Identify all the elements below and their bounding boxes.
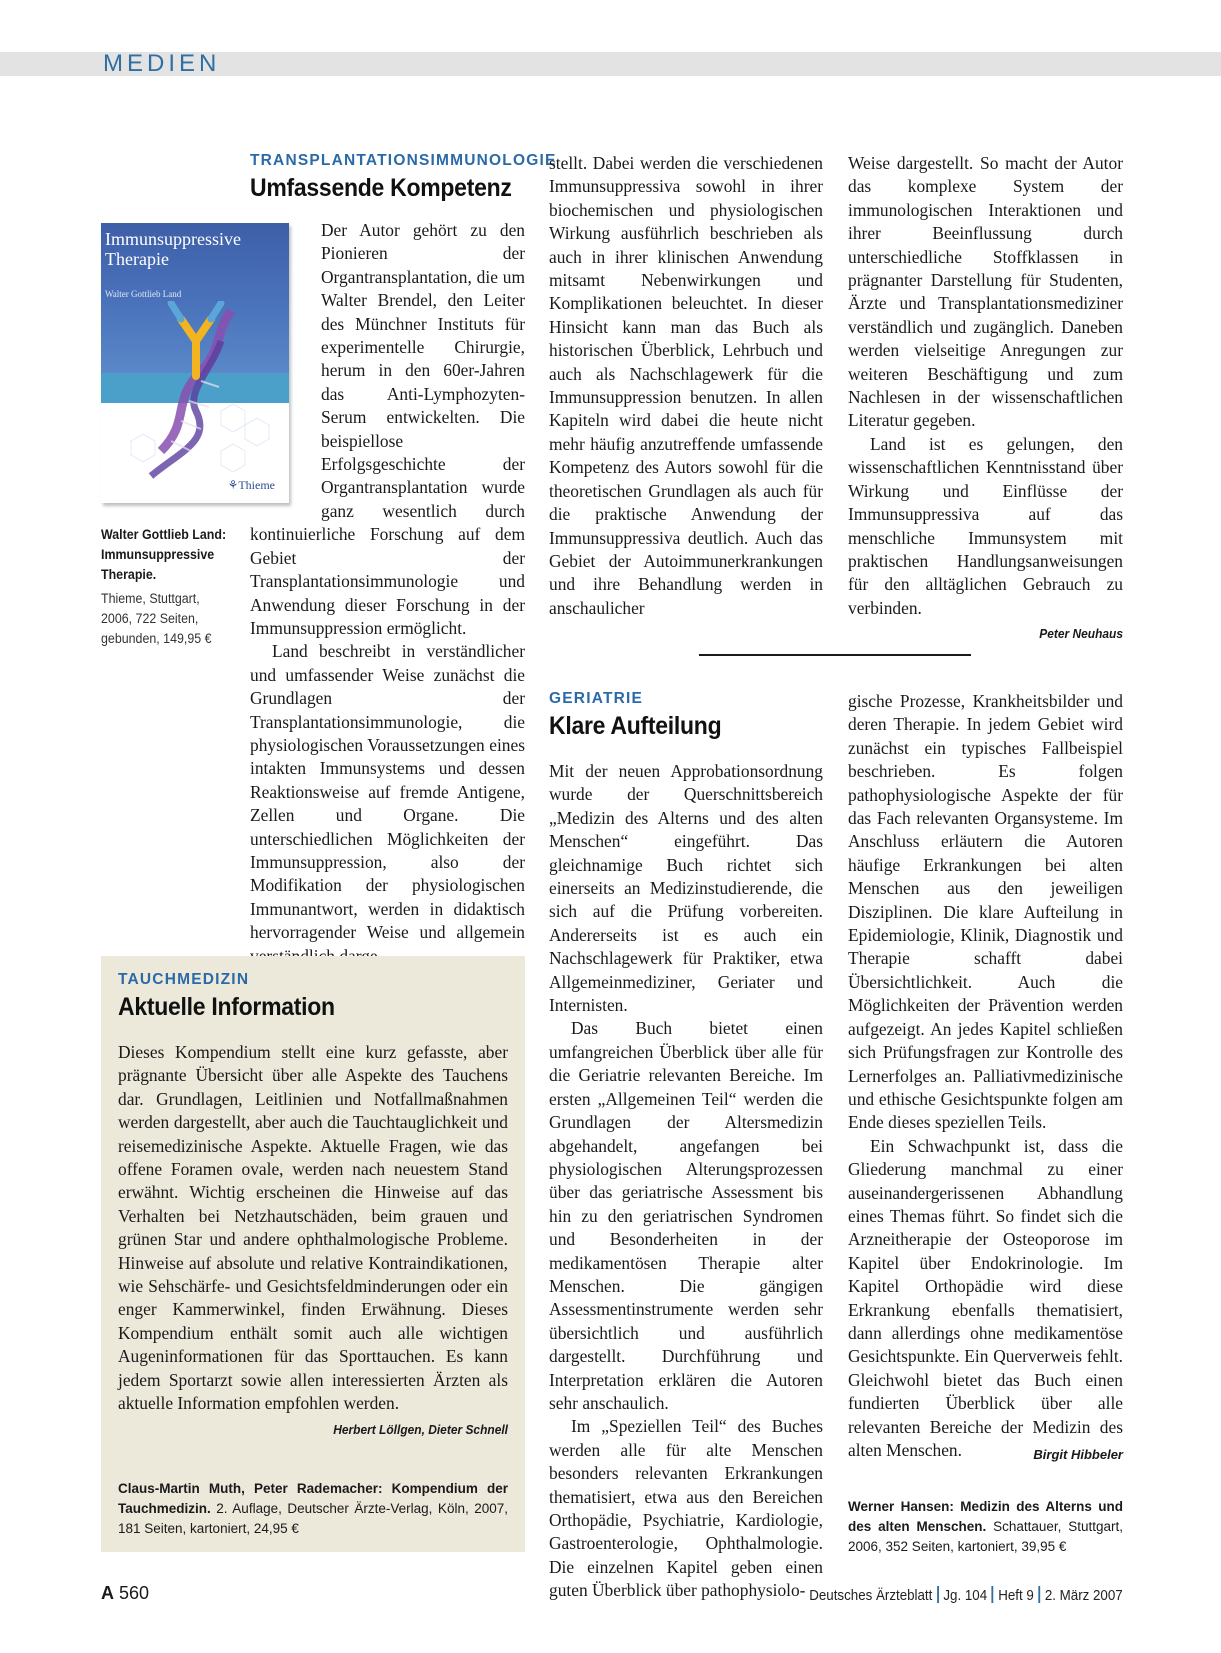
page-prefix: A (101, 1583, 114, 1603)
article-kicker: GERIATRIE (549, 690, 644, 707)
cover-title (105, 229, 241, 269)
reference-details: Schattauer, Stuttgart, 2006, 352 Seiten, kartoniert, 39,95 € (848, 1519, 1123, 1554)
reference-details: 2. Auflage, Deutscher Ärzte-Verlag, Köln, 2007, 181 Seiten, kartoniert, 24,95 € (118, 1501, 508, 1536)
section-label: MEDIEN (103, 50, 221, 77)
article-paragraph: Der Autor gehört zu den Pionieren der Organtransplantation, die um Walter Brendel, den Leiter des Münchner Instituts für experimentelle Chirurgie, herum in den 60er-Jahren das Anti-Lymphozyten-Serum entwickelten. Die beispiellose Erfolgsgeschichte der Organtransplantation wurde ganz wesentlich durch kontinuierliche Forschung auf dem Gebiet der Transplantationsimmunologie und Anwendung dieser Forschung in der Immunsuppression ermöglicht. (250, 220, 525, 638)
article-headline: Umfassende Kompetenz (250, 174, 512, 202)
article-kicker: TAUCHMEDIZIN (118, 971, 250, 988)
journal-name: Deutsches Ärzteblatt (809, 1588, 933, 1604)
footer-separator (992, 1586, 994, 1603)
article-paragraph: Das Buch bietet einen umfangreichen Überblick über alle für die Geriatrie relevanten Bereiche. Im ersten „Allgemeinen Teil“ werden die Grundlagen der Altersmedizin abgehandelt, angefangen bei physiologischen Alterungsprozessen über das geriatrische Assessment bis hin zu den geriatrischen Syndromen und Besonderheiten in der medikamentösen Therapie alter Menschen. Die gängigen Assessmentinstrumente werden sehr übersichtlich und ausführlich dargestellt. Durchführung und Interpretation erklären die Autoren sehr anschaulich. (549, 1018, 823, 1413)
caption-detail-line: 2006, 722 Seiten, (101, 611, 199, 626)
caption-detail-line: Thieme, Stuttgart, (101, 591, 200, 606)
cover-publisher-name: Thieme (238, 478, 275, 492)
footer-separator (937, 1586, 939, 1603)
caption-title (101, 525, 230, 585)
cover-wrap-spacer (250, 219, 321, 516)
book-caption (101, 525, 241, 649)
article-kicker: TRANSPLANTATIONSIMMUNOLOGIE (250, 152, 557, 169)
article-headline: Aktuelle Information (118, 993, 335, 1021)
reference-title: Werner Hansen: Medizin des Alterns und des alten Menschen. (848, 1499, 1123, 1534)
caption-details (101, 589, 230, 649)
article-column (549, 152, 823, 620)
article-paragraph: Dieses Kompendium stellt eine kurz gefasste, aber prägnante Übersicht über alle Aspekte des Tauchens dar. Grundlagen, Leitlinien und Notfallmaßnahmen werden dargestellt, aber auch die Tauchtauglichkeit und reisemedizinische Aspekte. Aktuelle Fragen, wie das offene Foramen ovale, werden nach neuestem Stand erwähnt. Wichtig erscheinen die Hinweise auf das Verhalten bei Netzhautschäden, beim grauen und grünen Star und andere ophthalmologische Probleme. Hinweise auf absolute und relative Kontraindikationen, wie Sehschärfe- und Gesichtsfeldminderungen oder ein enger Kammerwinkel, finden Erwähnung. Dieses Kompendium enthält somit auch alle wichtigen Augeninformationen für das Sporttauchen. Es kann jedem Sportarzt sowie allen interessierten Ärzten als aktuelle Information empfohlen werden. (118, 1042, 508, 1414)
article-paragraph: Mit der neuen Approbationsordnung wurde der Querschnittsbereich „Medizin des Alterns und des alten Menschen“ eingeführt. Das gleichnamige Buch richtet sich einerseits an Medizinstudierende, die sich auf die Prüfung vorbereiten. Andererseits ist es auch ein Nachschlagewerk für Praktiker, etwa Allgemeinmediziner, Geriater und Internisten. (549, 761, 823, 1016)
article-paragraph: Weise dargestellt. So macht der Autor das komplexe System der immunologischen Interaktionen und ihrer Beeinflussung durch unterschiedliche Stoffklassen in prägnanter Darstellung für Studenten, Ärzte und Transplantationsmediziner verständlich und zugänglich. Daneben werden vielseitige Anregungen zur weiteren Beschäftigung und zum Nachlesen in der wissenschaftlichen Literatur gegeben. (848, 153, 1123, 431)
caption-title-line: Therapie. (101, 567, 157, 582)
article-paragraph-text: Ein Schwachpunkt ist, dass die Gliederung manchmal zu einer auseinandergerissenen Abhandlung eines Themas führt. So findet sich die Arzneitherapie der Osteoporose im Kapitel über Endokrinologie. Im Kapitel Orthopädie wird diese Erkrankung ebenfalls thematisiert, dann allerdings ohne medikamentöse Gesichtspunkte. Ein Querverweis fehlt. Gleichwohl bietet das Buch einen fundierten Überblick über alle relevanten Bereiche der Medizin des alten Menschen. (848, 1135, 1123, 1460)
page-number-value: 560 (119, 1583, 150, 1603)
footer-separator (1039, 1586, 1041, 1603)
caption-title-line: Walter Gottlieb Land: (101, 527, 227, 542)
journal-date: 2. März 2007 (1045, 1588, 1123, 1604)
article-paragraph: gische Prozesse, Krankheitsbilder und deren Therapie. In jedem Gebiet wird zunächst ein typisches Fallbeispiel beschrieben. Es folgen pathophysiologische Aspekte der für das Fach relevanten Organsysteme. Im Anschluss erläutern die Autoren häufige Erkrankungen bei alten Menschen aus den jeweiligen Disziplinen. Die klare Aufteilung in Epidemiologie, Klinik, Diagnostik und Therapie schafft dabei Übersichtlichkeit. Auch die Möglichkeiten der Prävention werden aufgezeigt. An jedes Kapitel schließen sich Prüfungsfragen zur Kontrolle des Lernerfolges an. Palliativmedizinische und ethische Gesichtspunkte folgen am Ende dieses speziellen Teils. (848, 691, 1123, 1133)
section-divider (699, 654, 971, 656)
article-column (549, 760, 823, 1603)
article-column (250, 219, 525, 968)
page-number (101, 1583, 149, 1604)
journal-info (810, 1586, 1123, 1604)
caption-title-line: Immunsuppressive (101, 547, 215, 562)
article-headline: Klare Aufteilung (549, 712, 722, 740)
cover-author: Walter Gottlieb Land (105, 289, 182, 299)
journal-issue: Heft 9 (998, 1588, 1035, 1604)
article-header (549, 690, 829, 741)
article-paragraph: Land ist es gelungen, den wissenschaftlichen Kenntnisstand über Wirkung und Einflüsse der Immunsuppressiva auf das menschliche Immunsystem mit praktischen Handlungsanweisungen für den alltäglichen Gebrauch zu verbinden. (848, 433, 1123, 618)
article-author: Herbert Löllgen, Dieter Schnell (333, 1421, 508, 1437)
cover-title-line: Therapie (105, 249, 169, 269)
article-paragraph: Im „Speziellen Teil“ des Buches werden alle für alte Menschen besonders relevanten Erkrankungen thematisiert, etwa aus den Bereichen Orthopädie, Psychiatrie, Kardiologie, Gastroenterologie, Ophthalmologie. Die einzelnen Kapitel geben einen guten Überblick über pathophysiolo- (549, 1416, 823, 1601)
article-author: Peter Neuhaus (1039, 626, 1123, 642)
article-author: Birgit Hibbeler (1033, 1447, 1123, 1462)
article-paragraph (848, 1135, 1123, 1463)
book-reference (848, 1497, 1123, 1557)
reference-title: Claus-Martin Muth, Peter Rademacher: Kompendium der Tauchmedizin. (118, 1481, 508, 1516)
article-header (250, 152, 557, 203)
caption-detail-line: gebunden, 149,95 € (101, 631, 212, 646)
article-header (118, 971, 518, 1022)
cover-title-line: Immunsuppressive (105, 229, 241, 249)
article-paragraph: Land beschreibt in verständlicher und umfassender Weise zunächst die Grundlagen der Transplantationsimmunologie, die physiologischen Voraussetzungen eines intakten Immunsystems und dessen Reaktionsweise auf fremde Antigene, Zellen und Organe. Die unterschiedlichen Möglichkeiten der Immunsuppression, also der Modifikation der physiologischen Immunantwort, werden in didaktisch hervorragender Weise und allgemein (250, 641, 525, 943)
book-reference (118, 1479, 508, 1539)
article-column (848, 690, 1123, 1466)
article-column (118, 1041, 508, 1441)
article-column (848, 152, 1123, 646)
cover-publisher-logo: ⚘Thieme (227, 478, 275, 492)
article-paragraph: stellt. Dabei werden die verschiedenen Immunsuppressiva sowohl in ihrer biochemischen und physiologischen Wirkung ausführlich beschrieben als auch in ihrer klinischen Anwendung mitsamt Nebenwirkungen und Komplikationen beleuchtet. In dieser Hinsicht kann man das Buch als historischen Überblick, Lehrbuch und auch als Nachschlagewerk für die Immunsuppression benutzen. In allen Kapiteln wird dabei die heute nicht mehr häufig anzutreffende umfassende Kompetenz des Autors sowohl für die theoretischen Grundlagen als auch für die praktische Anwendung der Immunsuppressiva deutlich. Auch das Gebiet der Autoimmunerkrankungen und ihre Behandlung werden in anschaulicher (549, 153, 823, 618)
journal-volume: Jg. 104 (943, 1588, 988, 1604)
